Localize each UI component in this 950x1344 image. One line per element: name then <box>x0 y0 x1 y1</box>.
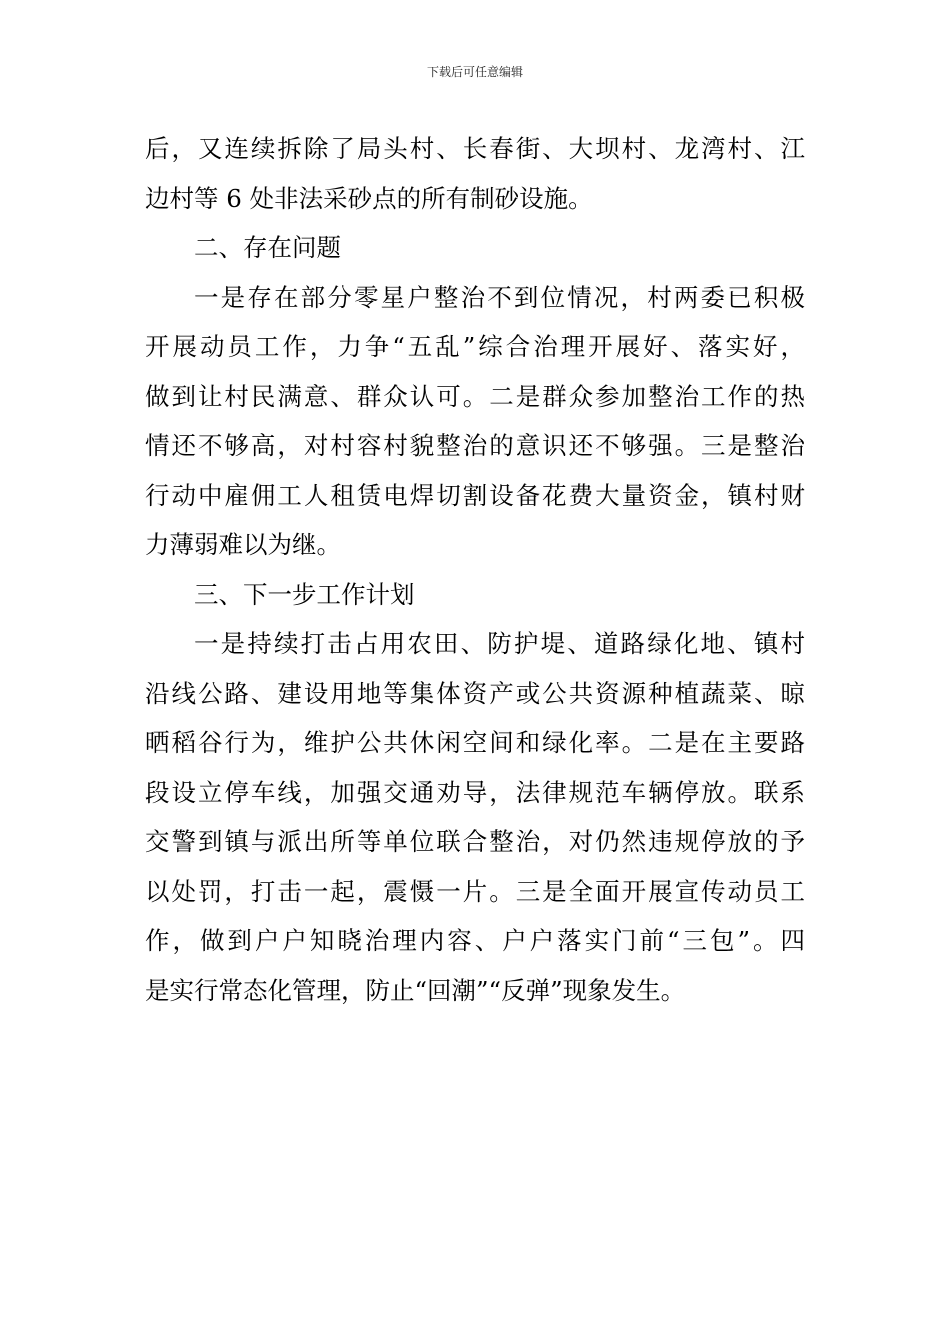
text-line: 一是持续打击占用农田、防护堤、道路绿化地、镇村 <box>194 629 805 658</box>
text-line: 情还不够高，对村容村貌整治的意识还不够强。三是整治 <box>145 431 805 460</box>
text-line: 边村等 6 处非法采砂点的所有制砂设施。 <box>145 183 593 213</box>
text-line: 作，做到户户知晓治理内容、户户落实门前“三包”。四 <box>145 926 805 955</box>
section-heading-next-plan: 三、下一步工作计划 <box>194 579 415 609</box>
text-line: 做到让村民满意、群众认可。二是群众参加整治工作的热 <box>145 381 805 411</box>
text-line: 以处罚，打击一起，震慑一片。三是全面开展宣传动员工 <box>145 876 805 906</box>
text-line: 开展动员工作，力争“五乱”综合治理开展好、落实好， <box>145 332 805 361</box>
text-line: 晒稻谷行为，维护公共休闲空间和绿化率。二是在主要路 <box>145 728 805 757</box>
text-line: 沿线公路、建设用地等集体资产或公共资源种植蔬菜、晾 <box>145 678 805 708</box>
text-line: 交警到镇与派出所等单位联合整治，对仍然违规停放的予 <box>145 827 805 856</box>
section-heading-problems: 二、存在问题 <box>194 233 341 262</box>
text-line: 段设立停车线，加强交通劝导，法律规范车辆停放。联系 <box>145 777 805 807</box>
text-line: 一是存在部分零星户整治不到位情况，村两委已积极 <box>194 282 805 312</box>
text-line: 后，又连续拆除了局头村、长春街、大坝村、龙湾村、江 <box>145 134 805 163</box>
text-line: 是实行常态化管理，防止“回潮”“反弹”现象发生。 <box>145 975 686 1005</box>
page-header: 下载后可任意编辑 <box>426 65 523 79</box>
text-line: 行动中雇佣工人租赁电焊切割设备花费大量资金，镇村财 <box>145 480 805 510</box>
text-line: 力薄弱难以为继。 <box>145 530 341 559</box>
document-body <box>145 124 805 1015</box>
